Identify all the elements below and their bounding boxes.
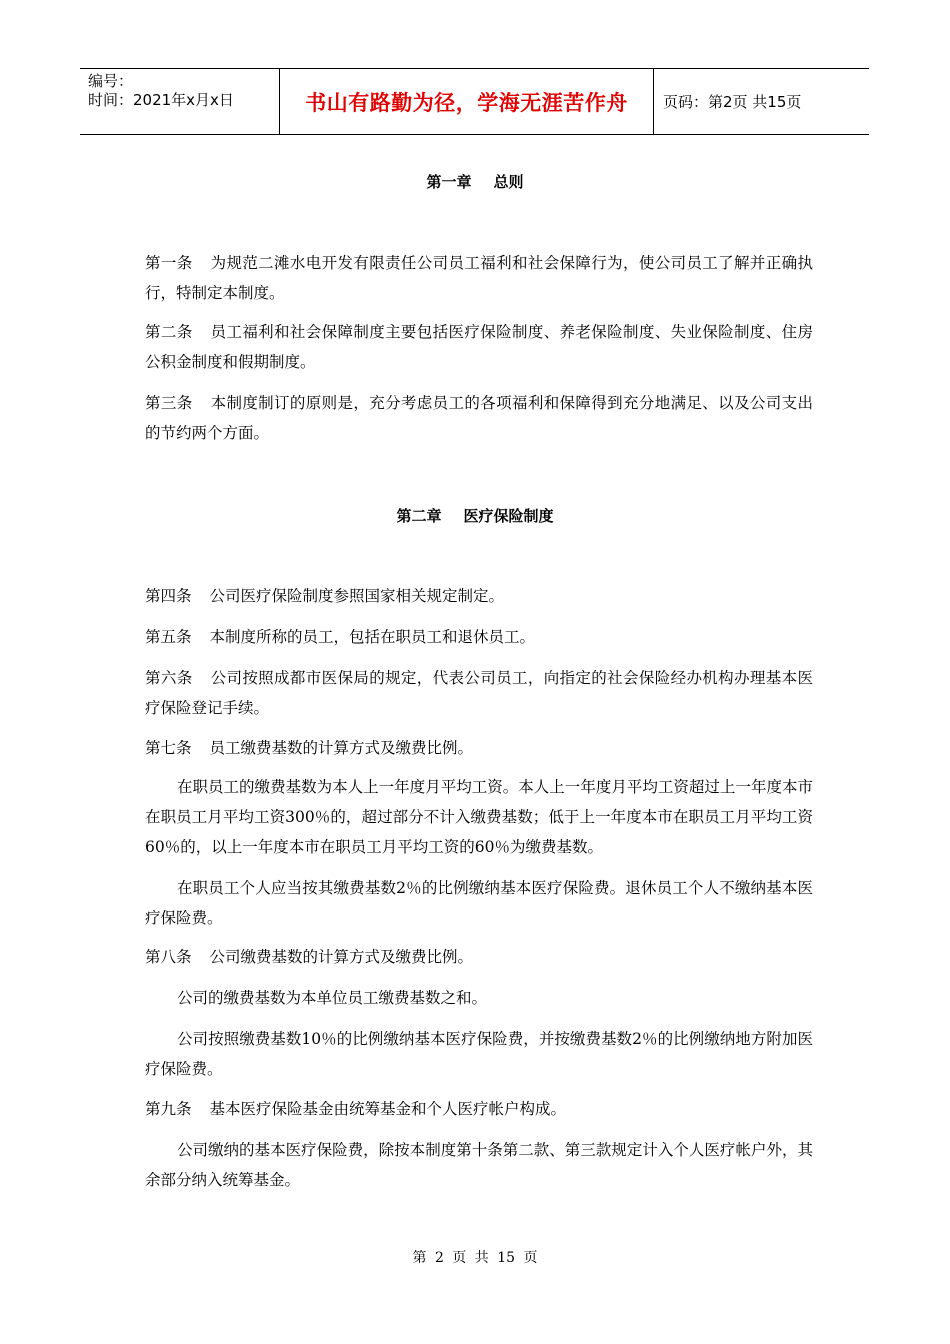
article-text: 员工缴费基数的计算方式及缴费比例。: [209, 739, 474, 757]
article-paragraph: [145, 1094, 813, 1124]
article-paragraph: [145, 317, 813, 377]
body-paragraph: [145, 1024, 813, 1084]
article-text: 本制度制订的原则是，充分考虑员工的各项福利和保障得到充分地满足、以及公司支出的节约两个方面。: [145, 394, 813, 442]
chapter-number: 第二章: [396, 507, 442, 525]
article-text: 公司医疗保险制度参照国家相关规定制定。: [209, 587, 505, 605]
page-header: [80, 68, 869, 135]
paragraph-text: 公司缴纳的基本医疗保险费，除按本制度第十条第二款、第三款规定计入个人医疗帐户外，其余部分纳入统筹基金。: [145, 1141, 813, 1189]
chapter-heading: [0, 505, 950, 526]
article-text: 员工福利和社会保障制度主要包括医疗保险制度、养老保险制度、失业保险制度、住房公积金制度和假期制度。: [145, 323, 813, 371]
header-meta: [80, 69, 280, 134]
article-paragraph: [145, 248, 813, 308]
article-paragraph: [145, 733, 813, 763]
article-paragraph: [145, 663, 813, 723]
paragraph-text: 在职员工的缴费基数为本人上一年度月平均工资。本人上一年度月平均工资超过上一年度本市在职员工月平均工资300％的，超过部分不计入缴费基数；低于上一年度本市在职员工月平均工资60％的，以上一年度本市在职员工月平均工资的60％为缴费基数。: [145, 778, 813, 856]
body-paragraph: [145, 983, 813, 1013]
header-motto: 书山有路勤为径，学海无涯苦作舟: [280, 69, 654, 134]
chapter-number: 第一章: [426, 173, 472, 191]
article-text: 公司按照成都市医保局的规定，代表公司员工，向指定的社会保险经办机构办理基本医疗保险登记手续。: [145, 669, 813, 717]
header-page-info: 页码：第2页 共15页: [663, 93, 802, 111]
article-text: 本制度所称的员工，包括在职员工和退休员工。: [209, 628, 536, 646]
article-label: 第五条: [145, 628, 192, 646]
article-label: 第九条: [145, 1100, 192, 1118]
article-label: 第一条: [145, 254, 193, 272]
article-text: 基本医疗保险基金由统筹基金和个人医疗帐户构成。: [209, 1100, 567, 1118]
article-paragraph: [145, 942, 813, 972]
article-label: 第七条: [145, 739, 192, 757]
article-text: 公司缴费基数的计算方式及缴费比例。: [209, 948, 474, 966]
chapter-title: 医疗保险制度: [463, 507, 554, 525]
page-footer: 第 2 页 共 15 页: [412, 1250, 538, 1266]
article-paragraph: [145, 388, 813, 448]
document-number-label: 编号：: [88, 72, 134, 90]
article-paragraph: [145, 581, 813, 611]
paragraph-text: 在职员工个人应当按其缴费基数2％的比例缴纳基本医疗保险费。退休员工个人不缴纳基本医疗保险费。: [145, 879, 813, 927]
paragraph-text: 公司按照缴费基数10％的比例缴纳基本医疗保险费，并按缴费基数2％的比例缴纳地方附加医疗保险费。: [145, 1030, 813, 1078]
article-label: 第六条: [145, 669, 193, 687]
article-label: 第八条: [145, 948, 192, 966]
article-label: 第四条: [145, 587, 192, 605]
body-paragraph: [145, 873, 813, 933]
chapter-title: 总则: [493, 173, 524, 191]
article-label: 第二条: [145, 323, 193, 341]
paragraph-text: 公司的缴费基数为本单位员工缴费基数之和。: [177, 989, 488, 1007]
article-label: 第三条: [145, 394, 193, 412]
body-paragraph: [145, 1135, 813, 1195]
article-paragraph: [145, 622, 813, 652]
article-text: 为规范二滩水电开发有限责任公司员工福利和社会保障行为，使公司员工了解并正确执行，特制定本制度。: [145, 254, 813, 302]
document-date: 时间：2021年x月x日: [88, 91, 234, 109]
body-paragraph: [145, 772, 813, 862]
chapter-heading: [0, 171, 950, 192]
